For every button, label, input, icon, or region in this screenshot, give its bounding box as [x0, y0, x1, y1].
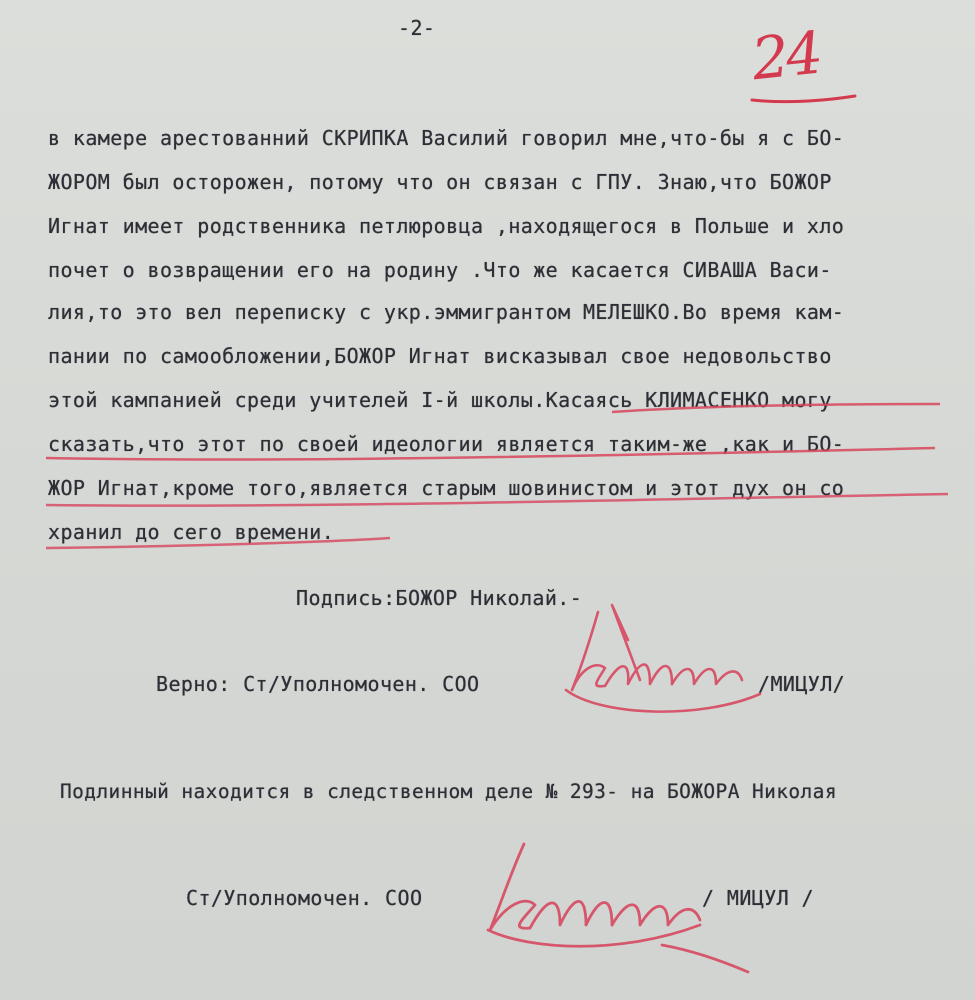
signature-1	[566, 605, 760, 712]
original-location-note: Подлинный находится в следственном деле № 293- на БОЖОРА Николая	[60, 780, 837, 803]
body-line-8: сказать,что этот по своей идеологии является таким-же ,как и БО-	[48, 432, 845, 456]
body-line-6: пании по самообложении,БОЖОР Игнат висказывал свое недовольство	[48, 344, 832, 368]
body-line-5: лия,то это вел переписку с укр.эммигрантом МЕЛЕШКО.Во время кам-	[48, 300, 845, 324]
verified-name: /МИЦУЛ/	[758, 672, 846, 696]
archive-page-number: 24	[748, 18, 824, 94]
body-line-10: хранил до сего времени.	[48, 520, 335, 544]
final-title-line: Ст/Уполномочен. СОО	[186, 886, 423, 910]
body-line-9: ЖОР Игнат,кроме того,является старым шовинистом и этот дух он со	[48, 476, 845, 500]
page-number: -2-	[398, 16, 436, 40]
body-line-2: ЖОРОМ был осторожен, потому что он связан с ГПУ. Знаю,что БОЖОР	[48, 170, 832, 194]
signature-line: Подпись:БОЖОР Николай.-	[296, 586, 583, 610]
body-line-3: Игнат имеет родственника петлюровца ,находящегося в Польше и хло	[48, 214, 845, 238]
verified-line: Верно: Ст/Уполномочен. СОО	[156, 672, 480, 696]
final-name: / МИЦУЛ /	[702, 886, 814, 910]
body-line-1: в камере арестованний СКРИПКА Василий говорил мне,что-бы я с БО-	[48, 126, 845, 150]
archive-number-underline	[752, 96, 855, 102]
body-line-7: этой кампанией среди учителей I-й школы.Касаясь КЛИМАСЕНКО могу	[48, 388, 832, 412]
body-line-4: почет о возвращении его на родину .Что же касается СИВАША Васи-	[48, 258, 832, 282]
